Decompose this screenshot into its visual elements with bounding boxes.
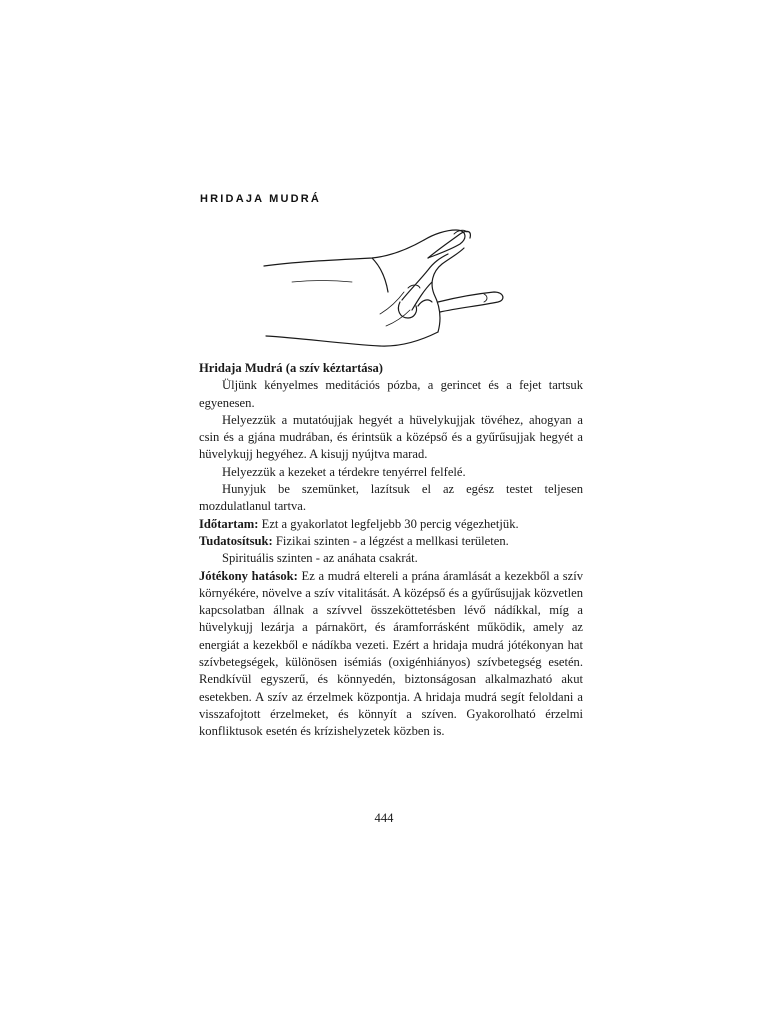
instruction-paragraph: Hunyjuk be szemünket, lazítsuk el az egész testet teljesen mozdulatlanul tartva. [199,482,583,514]
section-title: HRIDAJA MUDRÁ [200,193,322,205]
instruction-paragraph: Üljünk kényelmes meditációs pózba, a gerincet és a fejet tartsuk egyenesen. [199,378,583,410]
benefits-text: Ez a mudrá eltereli a prána áramlását a kezekből a szív környékére, növelve a szív vitalitását. A középső és a gyűrűsujjak közvetlen kapcsolatban állnak a szívvel összeköttetésben lévő nádíkkal, míg a hüvelykujj lezárja a párnakört, és áramforrásként működik, amely az energiát a kezekből e nádíkba vezeti. Ezért a hridaja mudrá jótékonyan hat szívbetegségek, különösen isémiás (oxigénhiányos) szívbetegség esetén. Rendkívül egyszerű, és könnyedén, biztonságosan alkalmazható akut esetekben. A szív az érzelmek központja. A hridaja mudrá segít feloldani a visszafojtott érzelmeket, és könnyít a szíven. Gyakorolható érzelmi konfliktusok esetén és krízishelyzetek közben is. [199,568,583,739]
awareness-label: Tudatosítsuk: [199,533,273,548]
duration-label: Időtartam: [199,516,259,531]
awareness-text: Fizikai szinten - a légzést a mellkasi területen. [275,533,509,548]
page-number: 444 [374,811,394,825]
duration-paragraph [199,516,583,533]
benefits-paragraph [199,568,583,741]
hand-mudra-drawing-icon [262,218,512,350]
duration-text: Ezt a gyakorlatot legfeljebb 30 percig végezhetjük. [261,516,519,531]
awareness-paragraph [199,533,583,550]
instruction-paragraph: Helyezzük a mutatóujjak hegyét a hüvelykujjak tövéhez, ahogyan a csin és a gjána mudrában, és érintsük a középső és a gyűrűsujjak hegyét a hüvelykujj hegyéhez. A kisujj nyújtva marad. [199,412,583,462]
instruction-paragraph: Helyezzük a kezeket a térdekre tenyérrel felfelé. [222,464,466,479]
mudra-heading: Hridaja Mudrá (a szív kéztartása) [199,361,383,375]
instruction-text [199,360,583,741]
awareness-spiritual: Spirituális szinten - az anáhata csakrát. [222,551,418,566]
benefits-label: Jótékony hatások: [199,568,298,583]
